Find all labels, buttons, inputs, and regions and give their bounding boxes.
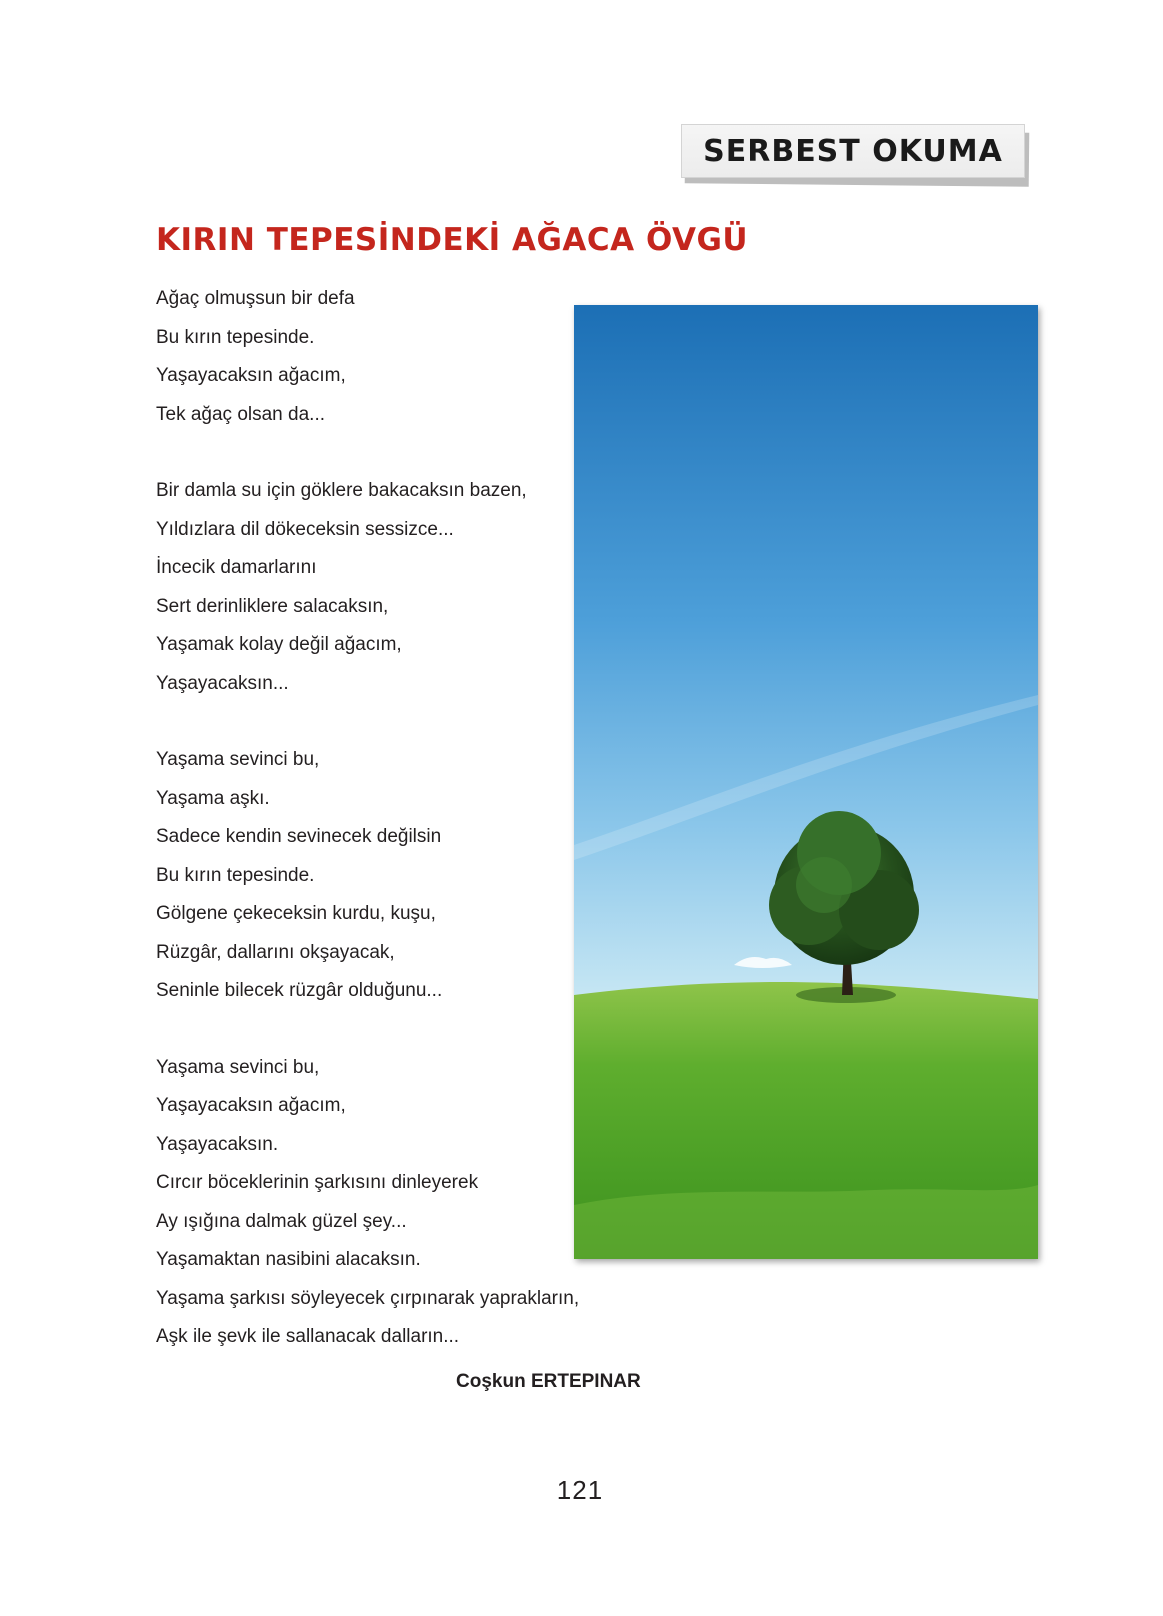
stanza-4	[156, 1049, 616, 1357]
poem-body	[156, 280, 616, 1395]
poem-line: Yaşayacaksın...	[156, 672, 289, 694]
poem-line: Ağaç olmuşsun bir defa	[156, 288, 355, 309]
poem-line: Aşk ile şevk ile sallanacak dalların...	[156, 1326, 460, 1347]
poem-line: Sert derinliklere salacaksın,	[156, 595, 389, 617]
poem-line: Yaşayacaksın.	[156, 1133, 279, 1155]
poem-line: Tek ağaç olsan da...	[156, 403, 325, 425]
poem-line: Bir damla su için göklere bakacaksın bazen,	[156, 480, 527, 501]
poem-line: Yıldızlara dil dökeceksin sessizce...	[156, 518, 454, 540]
poem-line: Yaşamaktan nasibini alacaksın.	[156, 1249, 421, 1270]
tree-on-hill-photo	[574, 305, 1038, 1259]
poem-title: KIRIN TEPESİNDEKİ AĞACA ÖVGÜ	[156, 222, 749, 258]
poem-line: Rüzgâr, dallarını okşayacak,	[156, 941, 395, 963]
poem-author: Coşkun ERTEPINAR	[456, 1371, 641, 1392]
landscape-illustration	[574, 305, 1038, 1259]
section-label: SERBEST OKUMA	[681, 124, 1025, 178]
poem-line: Cırcır böceklerinin şarkısını dinleyerek	[156, 1172, 479, 1193]
poem-line: Yaşama aşkı.	[156, 787, 270, 809]
poem-line: Yaşama şarkısı söyleyecek çırpınarak yaprakların,	[156, 1287, 580, 1309]
poem-line: Seninle bilecek rüzgâr olduğunu...	[156, 980, 443, 1001]
poem-line: İncecik damarlarını	[156, 557, 317, 578]
poem-line: Sadece kendin sevinecek değilsin	[156, 826, 442, 847]
poem-line: Yaşama sevinci bu,	[156, 749, 320, 770]
poem-line: Ay ışığına dalmak güzel şey...	[156, 1210, 407, 1232]
poem-line: Yaşayacaksın ağacım,	[156, 1095, 346, 1116]
poem-line: Bu kırın tepesinde.	[156, 326, 315, 348]
poem-line: Bu kırın tepesinde.	[156, 864, 315, 886]
stanza-1	[156, 280, 616, 434]
stanza-3	[156, 741, 616, 1011]
poem-line: Yaşamak kolay değil ağacım,	[156, 634, 402, 655]
poem-line: Yaşayacaksın ağacım,	[156, 365, 346, 386]
section-badge	[681, 124, 1033, 186]
page-number: 121	[556, 1475, 604, 1505]
poem-line: Gölgene çekeceksin kurdu, kuşu,	[156, 903, 436, 924]
stanza-2	[156, 472, 616, 703]
poem-line: Yaşama sevinci bu,	[156, 1056, 320, 1078]
